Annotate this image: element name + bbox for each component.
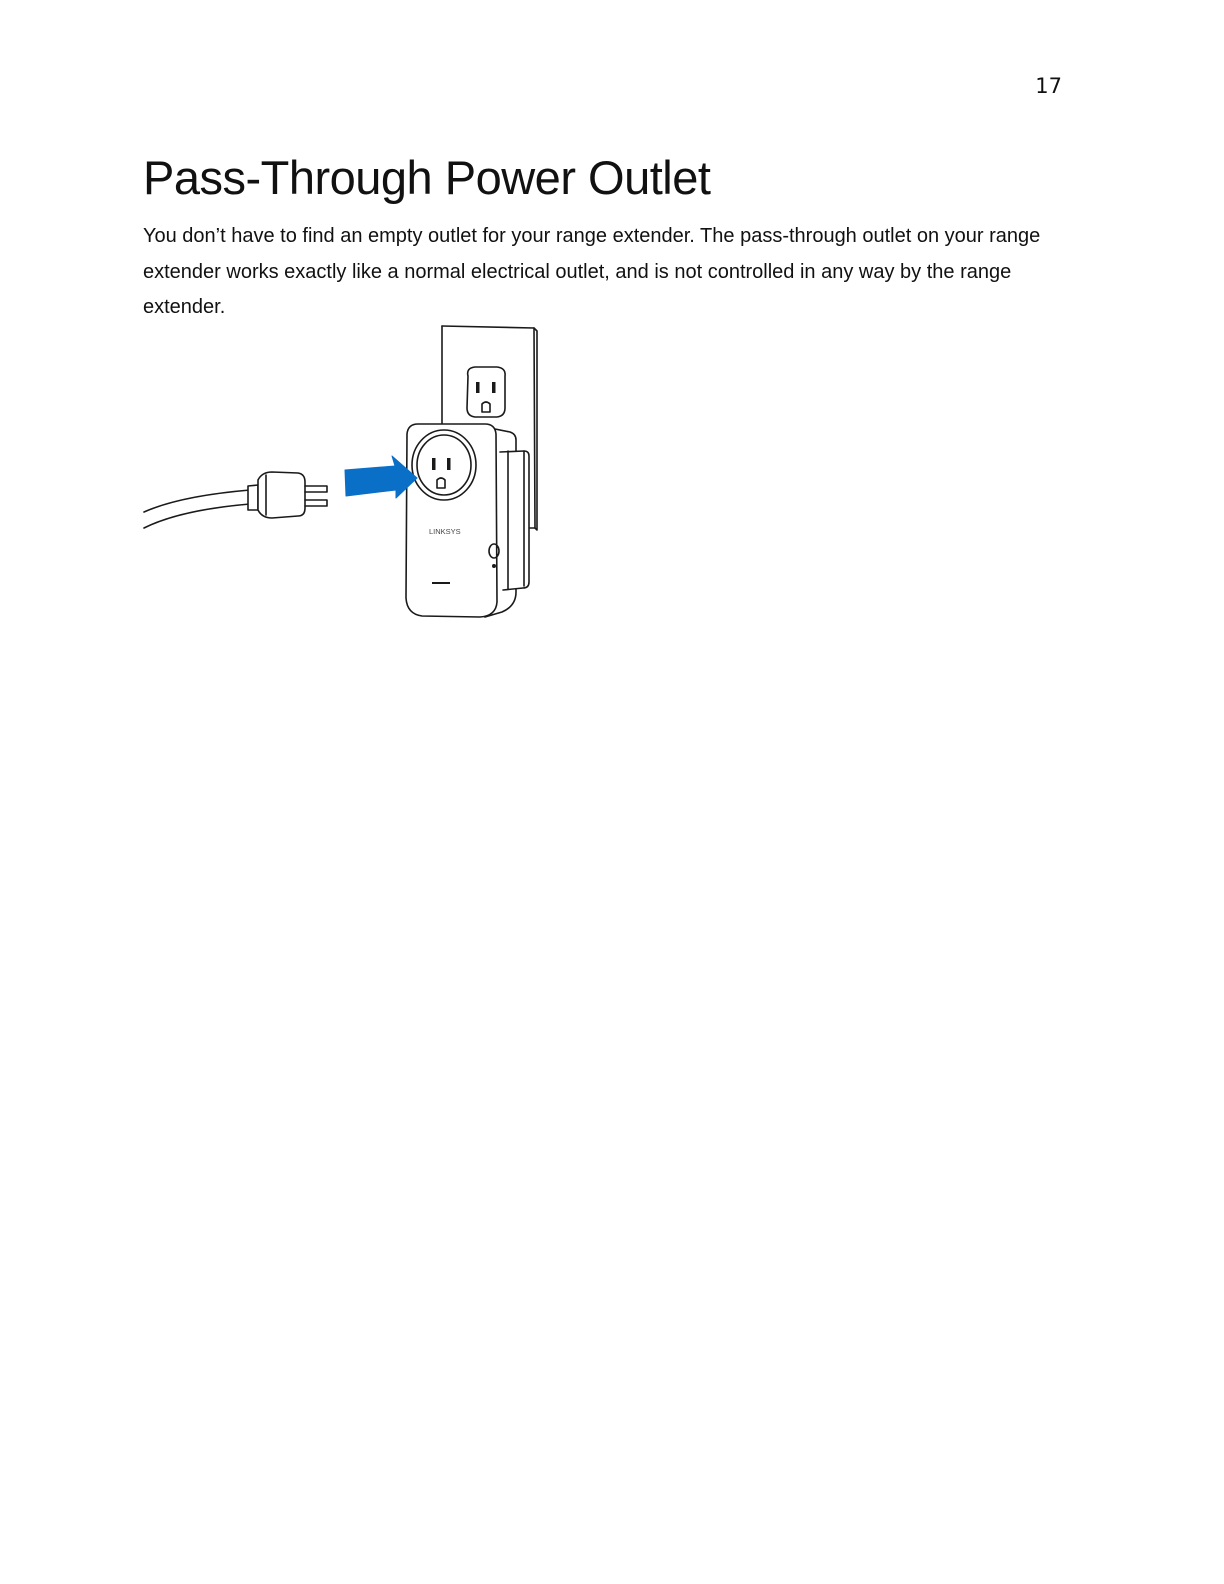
body-paragraph: You don’t have to find an empty outlet for your range extender. The pass-through outlet on your range extender works exactly like a normal electrical outlet, and is not controlled in any way by the range extender. — [143, 225, 1041, 318]
page-title: Pass-Through Power Outlet — [143, 151, 711, 204]
pass-through-outlet-illustration — [140, 320, 560, 625]
wall-outlet-icon — [467, 367, 505, 417]
page-number: 17 — [1035, 74, 1062, 98]
power-cord-icon — [144, 472, 327, 528]
brand-label: LINKSYS — [429, 527, 461, 536]
range-extender-device — [406, 424, 499, 617]
